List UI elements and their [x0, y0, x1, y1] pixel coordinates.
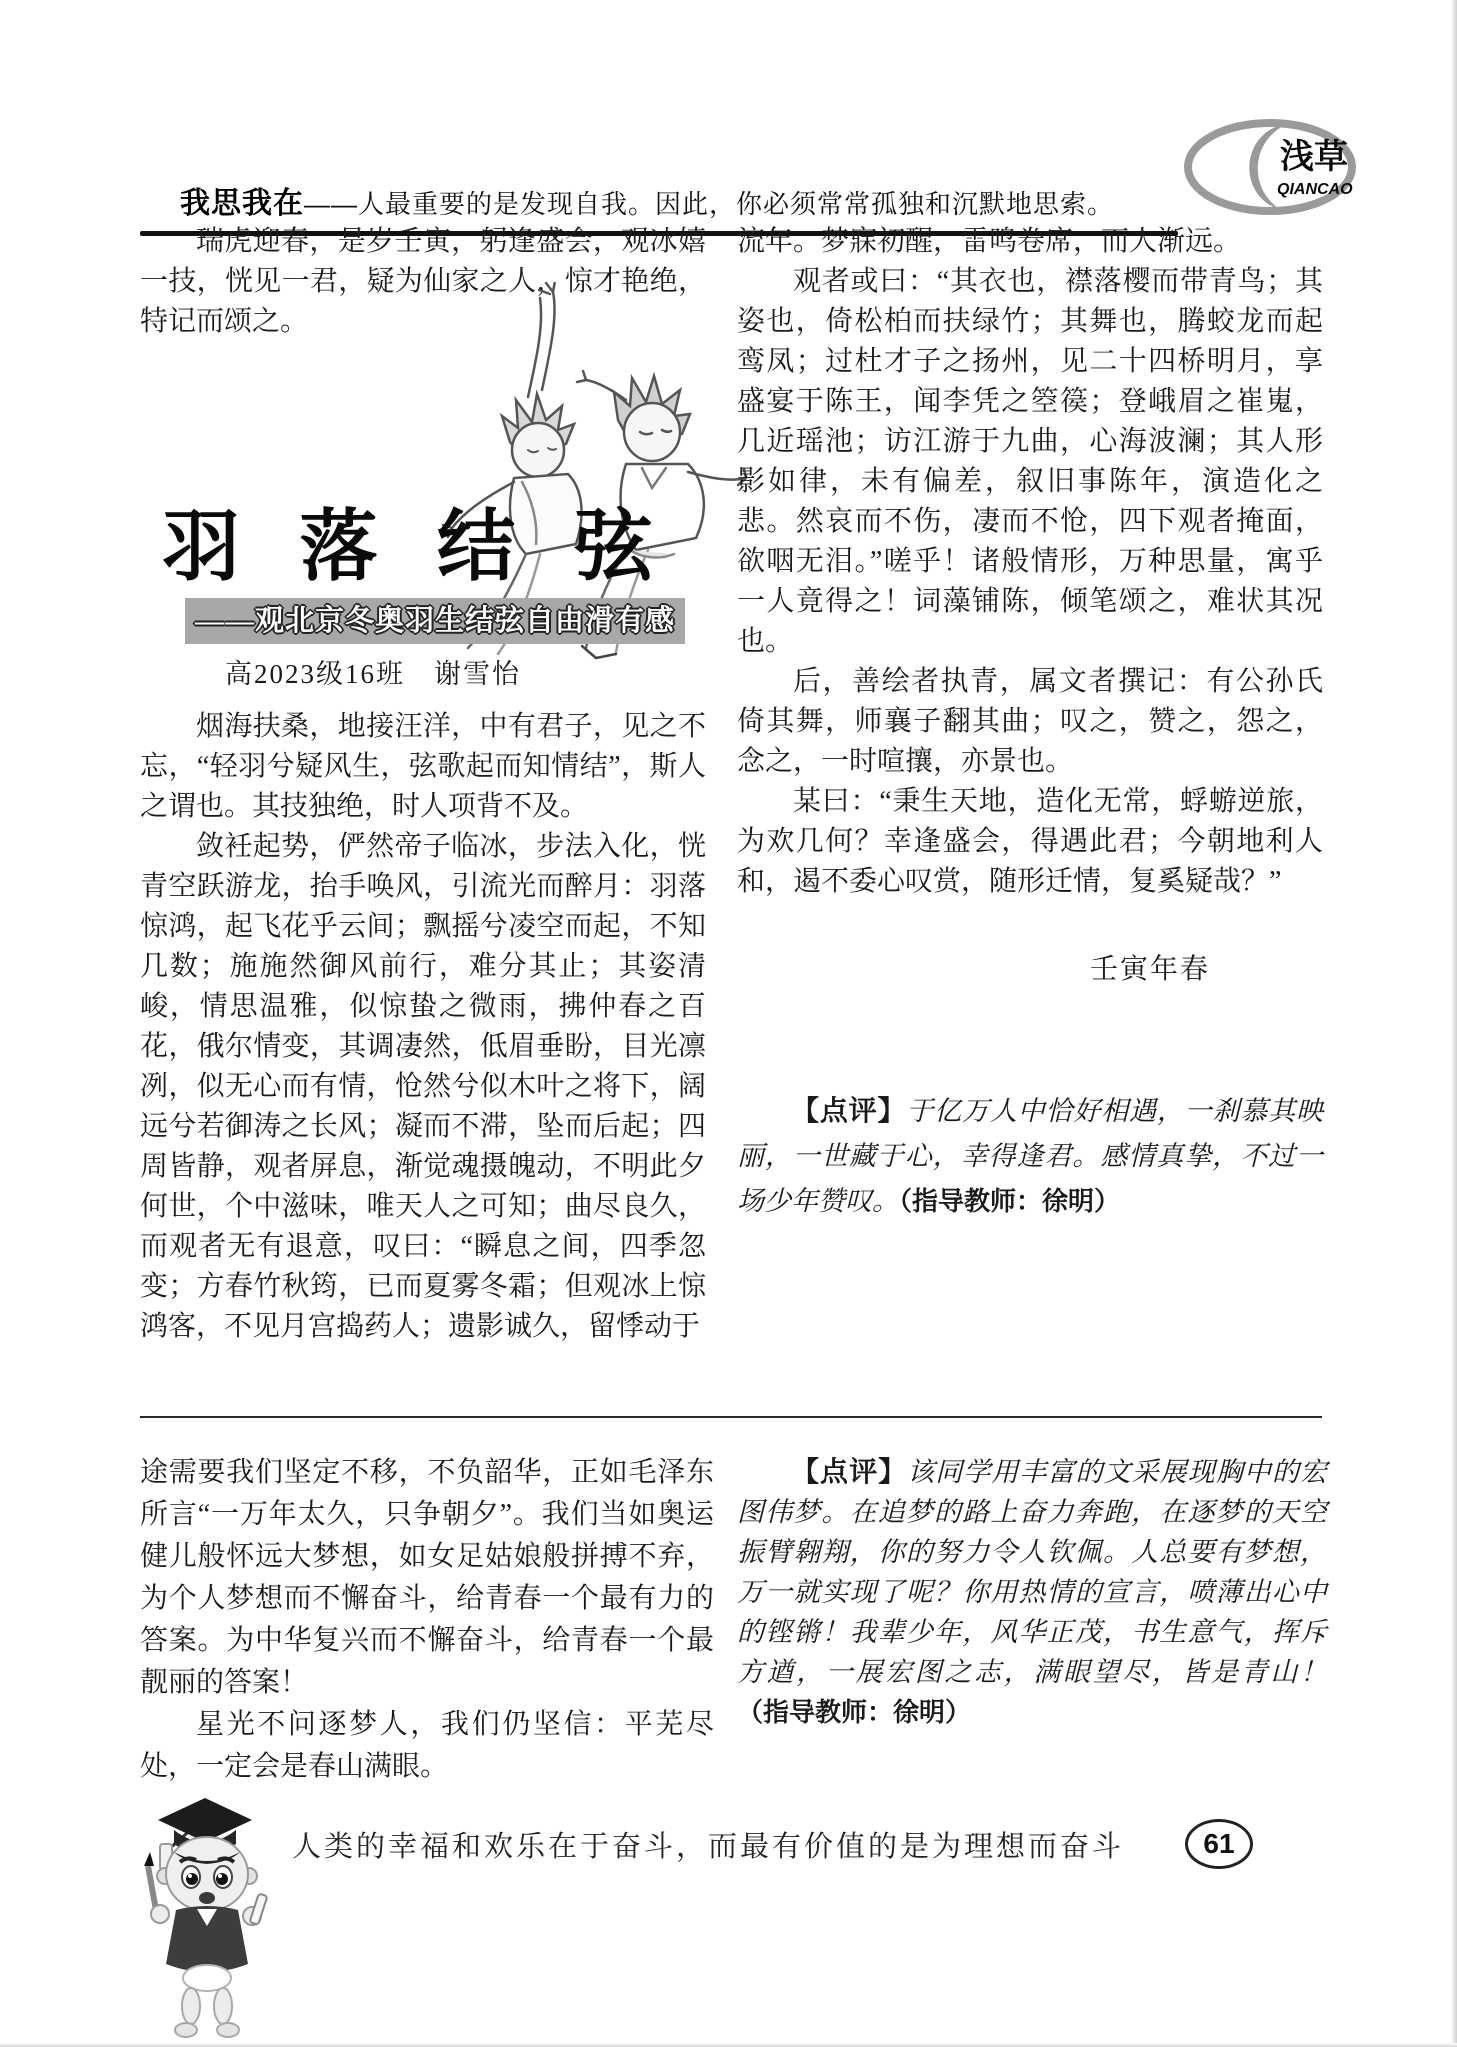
header-tagline: ——人最重要的是发现自我。因此，你必须常常孤独和沉默地思索。	[304, 189, 1115, 219]
comment-text: 于亿万人中恰好相遇，一刹慕其映丽，一世藏于心，幸得逢君。感情真挚，不过一场少年赞叹。	[737, 1096, 1323, 1216]
footer-motto: 人类的幸福和欢乐在于奋斗，而最有价值的是为理想而奋斗	[292, 1831, 1125, 1863]
article-comment	[737, 1088, 1323, 1224]
article-title: 羽 落 结 弦	[162, 503, 673, 590]
article-paragraph: 流年。梦寐初醒，雷鸣卷席，而人渐远。	[737, 226, 1242, 257]
comment-label: 【点评】	[791, 1095, 907, 1126]
page-number: 61	[1203, 1828, 1235, 1859]
article2-paragraph: 星光不问逐梦人，我们仍坚信：平芜尽处，一定会是春山满眼。	[140, 1709, 714, 1782]
article-paragraph: 观者或曰：“其衣也，襟落樱而带青鸟；其姿也，倚松柏而扶绿竹；其舞也，腾蛟龙而起鸾凤；过杜才子之扬州，见二十四桥明月，享盛宴于陈王，闻李凭之箜篌；登峨眉之崔嵬，几近瑶池；访江游于九曲，心海波澜；其人形影如律，未有偏差，叙旧事陈年，演造化之悲。然哀而不伤，凄而不怆，四下观者掩面，欲咽无泪。”嗟乎！诸般情形，万种思量，寓乎一人竟得之！词藻铺陈，倾笔颂之，难状其况也。	[737, 266, 1323, 657]
comment-teacher: （指导教师：徐明）	[737, 1697, 972, 1727]
article2-comment	[737, 1452, 1327, 1732]
article-paragraph: 某曰：“秉生天地，造化无常，蜉蝣逆旅，为欢几何？幸逢盛会，得遇此君；今朝地利人和，遏不委心叹赏，随形迁情，复奚疑哉？”	[737, 786, 1323, 897]
column-title: 我思我在	[180, 187, 304, 220]
article2-paragraph: 途需要我们坚定不移，不负韶华，正如毛泽东所言“一万年太久，只争朝夕”。我们当如奥运健儿般怀远大梦想，如女足姑娘般拼搏不弃，为个人梦想而不懈奋斗，给青春一个最有力的答案。为中华复兴而不懈奋斗，给青春一个最靓丽的答案！	[140, 1457, 714, 1698]
article-paragraph: 后，善绘者执青，属文者撰记：有公孙氏倚其舞，师襄子翻其曲；叹之，赞之，怨之，念之，一时喧攘，亦景也。	[737, 666, 1323, 777]
page-number-badge	[1185, 1819, 1253, 1869]
article-author: 高2023级16班 谢雪怡	[225, 659, 521, 689]
article2-right-column	[737, 1452, 1327, 1732]
article-title-block	[140, 342, 706, 707]
scan-edge	[1451, 0, 1457, 2047]
qiancao-logo	[1183, 116, 1357, 218]
article-subtitle-band	[185, 598, 685, 644]
section-divider	[140, 1416, 1322, 1418]
logo-text-cn: 浅草	[1280, 139, 1348, 176]
article-paragraph: 敛衽起势，俨然帝子临冰，步法入化，恍青空跃游龙，抬手唤风，引流光而醉月：羽落惊鸿，起飞花乎云间；飘摇兮凌空而起，不知几数；施施然御风前行，难分其止；其姿清峻，情思温雅，似惊蛰之微雨，拂仲春之百花，俄尔情变，其调凄然，低眉垂盼，目光凛冽，似无心而有情，怆然兮似木叶之将下，阔远兮若御涛之长风；凝而不滞，坠而后起；四周皆静，观者屏息，渐觉魂摄魄动，不明此夕何世，个中滋味，唯天人之可知；曲尽良久，而观者无有退意，叹曰：“瞬息之间，四季忽变；方春竹秋筠，已而夏雾冬霜；但观冰上惊鸿客，不见月宫捣药人；遗影诚久，留悸动于	[140, 831, 706, 1342]
article-subtitle: ——观北京冬奥羽生结弦自由滑有感	[194, 605, 675, 637]
scan-edge	[0, 2043, 1457, 2047]
article-intro: 瑞虎迎春，是岁壬寅，躬逢盛会，观冰嬉一技，恍见一君，疑为仙家之人，惊才艳绝，特记而颂之。	[140, 226, 706, 337]
article-left-column	[140, 222, 706, 1402]
article-right-column	[737, 222, 1323, 1402]
article-paragraph: 烟海扶桑，地接汪洋，中有君子，见之不忘，“轻羽兮疑风生，弦歌起而知情结”，斯人之谓也。其技独绝，时人项背不及。	[140, 711, 706, 822]
comment-label: 【点评】	[791, 1456, 908, 1487]
mascot-illustration	[128, 1782, 283, 2044]
header	[180, 178, 1180, 222]
logo-text-en: QIANCAO	[1277, 181, 1353, 198]
article2-left-column	[140, 1452, 714, 1788]
comment-teacher: （指导教师：徐明）	[899, 1186, 1121, 1216]
comment-text: 该同学用丰富的文采展现胸中的宏图伟梦。在追梦的路上奋力奔跑，在逐梦的天空振臂翱翔，你的努力令人钦佩。人总要有梦想，万一就实现了呢？你用热情的宣言，喷薄出心中的铿锵！我辈少年，风华正茂，书生意气，挥斥方遒，一展宏图之志，满眼望尽，皆是青山！	[737, 1457, 1327, 1687]
article-date: 壬寅年春	[1090, 954, 1211, 985]
